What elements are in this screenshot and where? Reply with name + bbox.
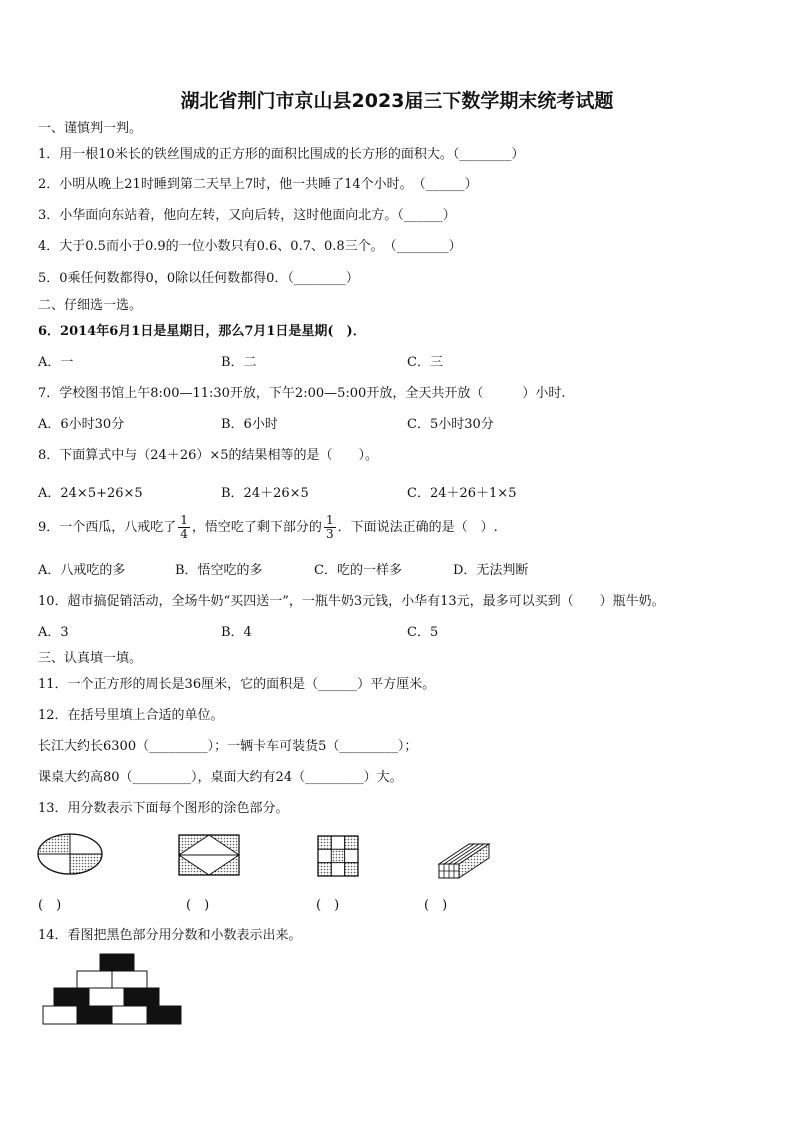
- section-heading-3: 三、认真填一填。: [38, 651, 143, 666]
- question-1: 1．用一根10米长的铁丝围成的正方形的面积比围成的长方形的面积大。（________）: [38, 147, 525, 162]
- q8-option-c: C．24＋26＋1×5: [407, 486, 517, 501]
- q9-stem-part-b: ，悟空吃了剩下部分的: [191, 520, 322, 535]
- question-5: 5．0乘任何数都得0，0除以任何数都得0．（________）: [38, 271, 359, 286]
- q9-option-a: A．八戒吃的多: [38, 563, 126, 578]
- q13-answer-paren-3[interactable]: ( ): [316, 898, 340, 913]
- fraction-numerator: 1: [325, 513, 334, 527]
- q13-figure-rectangle-diamond: [178, 834, 240, 876]
- section-heading-2: 二、仔细选一选。: [38, 298, 143, 313]
- fraction-numerator: 1: [180, 513, 188, 527]
- q8-option-b: B．24＋26×5: [221, 486, 309, 501]
- fraction-denominator: 4: [180, 527, 188, 541]
- question-3: 3．小华面向东站着，他向左转，又向后转，这时他面向北方。（______）: [38, 208, 456, 223]
- q7-option-c: C．5小时30分: [407, 417, 494, 432]
- q13-answer-paren-4[interactable]: ( ): [424, 898, 448, 913]
- q7-option-b: B．6小时: [221, 417, 278, 432]
- q6-option-c: C．三: [407, 355, 443, 370]
- question-4: 4．大于0.5而小于0.9的一位小数只有0.6、0.7、0.8三个。 （________）: [38, 239, 462, 254]
- q13-figure-prism: [437, 840, 493, 880]
- question-6: 6．2014年6月1日是星期日，那么7月1日是星期( )．: [38, 324, 366, 339]
- question-7: 7．学校图书馆上午8:00—11:30开放，下午2:00—5:00开放，全天共开放（ ）小时.: [38, 386, 566, 401]
- q9-option-c: C．吃的一样多: [314, 563, 402, 578]
- fraction-denominator: 3: [325, 527, 334, 541]
- question-8: 8．下面算式中与（24＋26）×5的结果相等的是（ ）。: [38, 448, 379, 463]
- q10-option-a: A．3: [38, 625, 69, 640]
- page-title: 湖北省荆门市京山县2023届三下数学期末统考试题: [180, 90, 614, 112]
- q6-option-b: B．二: [221, 355, 257, 370]
- question-2: 2．小明从晚上21时睡到第二天早上7时，他一共睡了14个小时。 （______）: [38, 177, 478, 192]
- question-11: 11．一个正方形的周长是36厘米，它的面积是（______）平方厘米。: [38, 677, 436, 692]
- q9-fraction-one-third: [324, 514, 336, 541]
- question-12: 12．在括号里填上合适的单位。: [38, 708, 224, 723]
- question-10: 10．超市搞促销活动，全场牛奶“买四送一”，一瓶牛奶3元钱，小华有13元，最多可以买到（ ）瓶牛奶。: [38, 594, 665, 609]
- q9-fraction-one-quarter: [178, 514, 190, 541]
- q10-option-c: C．5: [407, 625, 439, 640]
- question-14: 14．看图把黑色部分用分数和小数表示出来。: [38, 928, 302, 943]
- q10-option-b: B．4: [221, 625, 252, 640]
- q9-option-d: D．无法判断: [453, 563, 529, 578]
- section-heading-1: 一、谨慎判一判。: [38, 121, 143, 136]
- q9-stem-part-c: ．下面说法正确的是（ ）.: [337, 520, 498, 535]
- question-9: [38, 514, 498, 541]
- q13-figure-ellipse: [36, 832, 104, 876]
- q13-answer-paren-2[interactable]: ( ): [186, 898, 210, 913]
- q9-stem-part-a: 9．一个西瓜，八戒吃了: [38, 520, 177, 535]
- question-13: 13．用分数表示下面每个图形的涂色部分。: [38, 801, 289, 816]
- q12-line-2: 课桌大约高80（_________），桌面大约有24（_________）大。: [38, 770, 403, 785]
- q13-figure-grid: [317, 835, 359, 877]
- q13-answer-paren-1[interactable]: ( ): [38, 898, 62, 913]
- q14-figure-brick-pyramid: [42, 953, 182, 1027]
- q9-option-b: B．悟空吃的多: [175, 563, 263, 578]
- q7-option-a: A．6小时30分: [38, 417, 125, 432]
- q8-option-a: A．24×5+26×5: [38, 486, 143, 501]
- q6-option-a: A．一: [38, 355, 74, 370]
- q12-line-1: 长江大约长6300（_________）；一辆卡车可装货5（_________）；: [38, 739, 418, 754]
